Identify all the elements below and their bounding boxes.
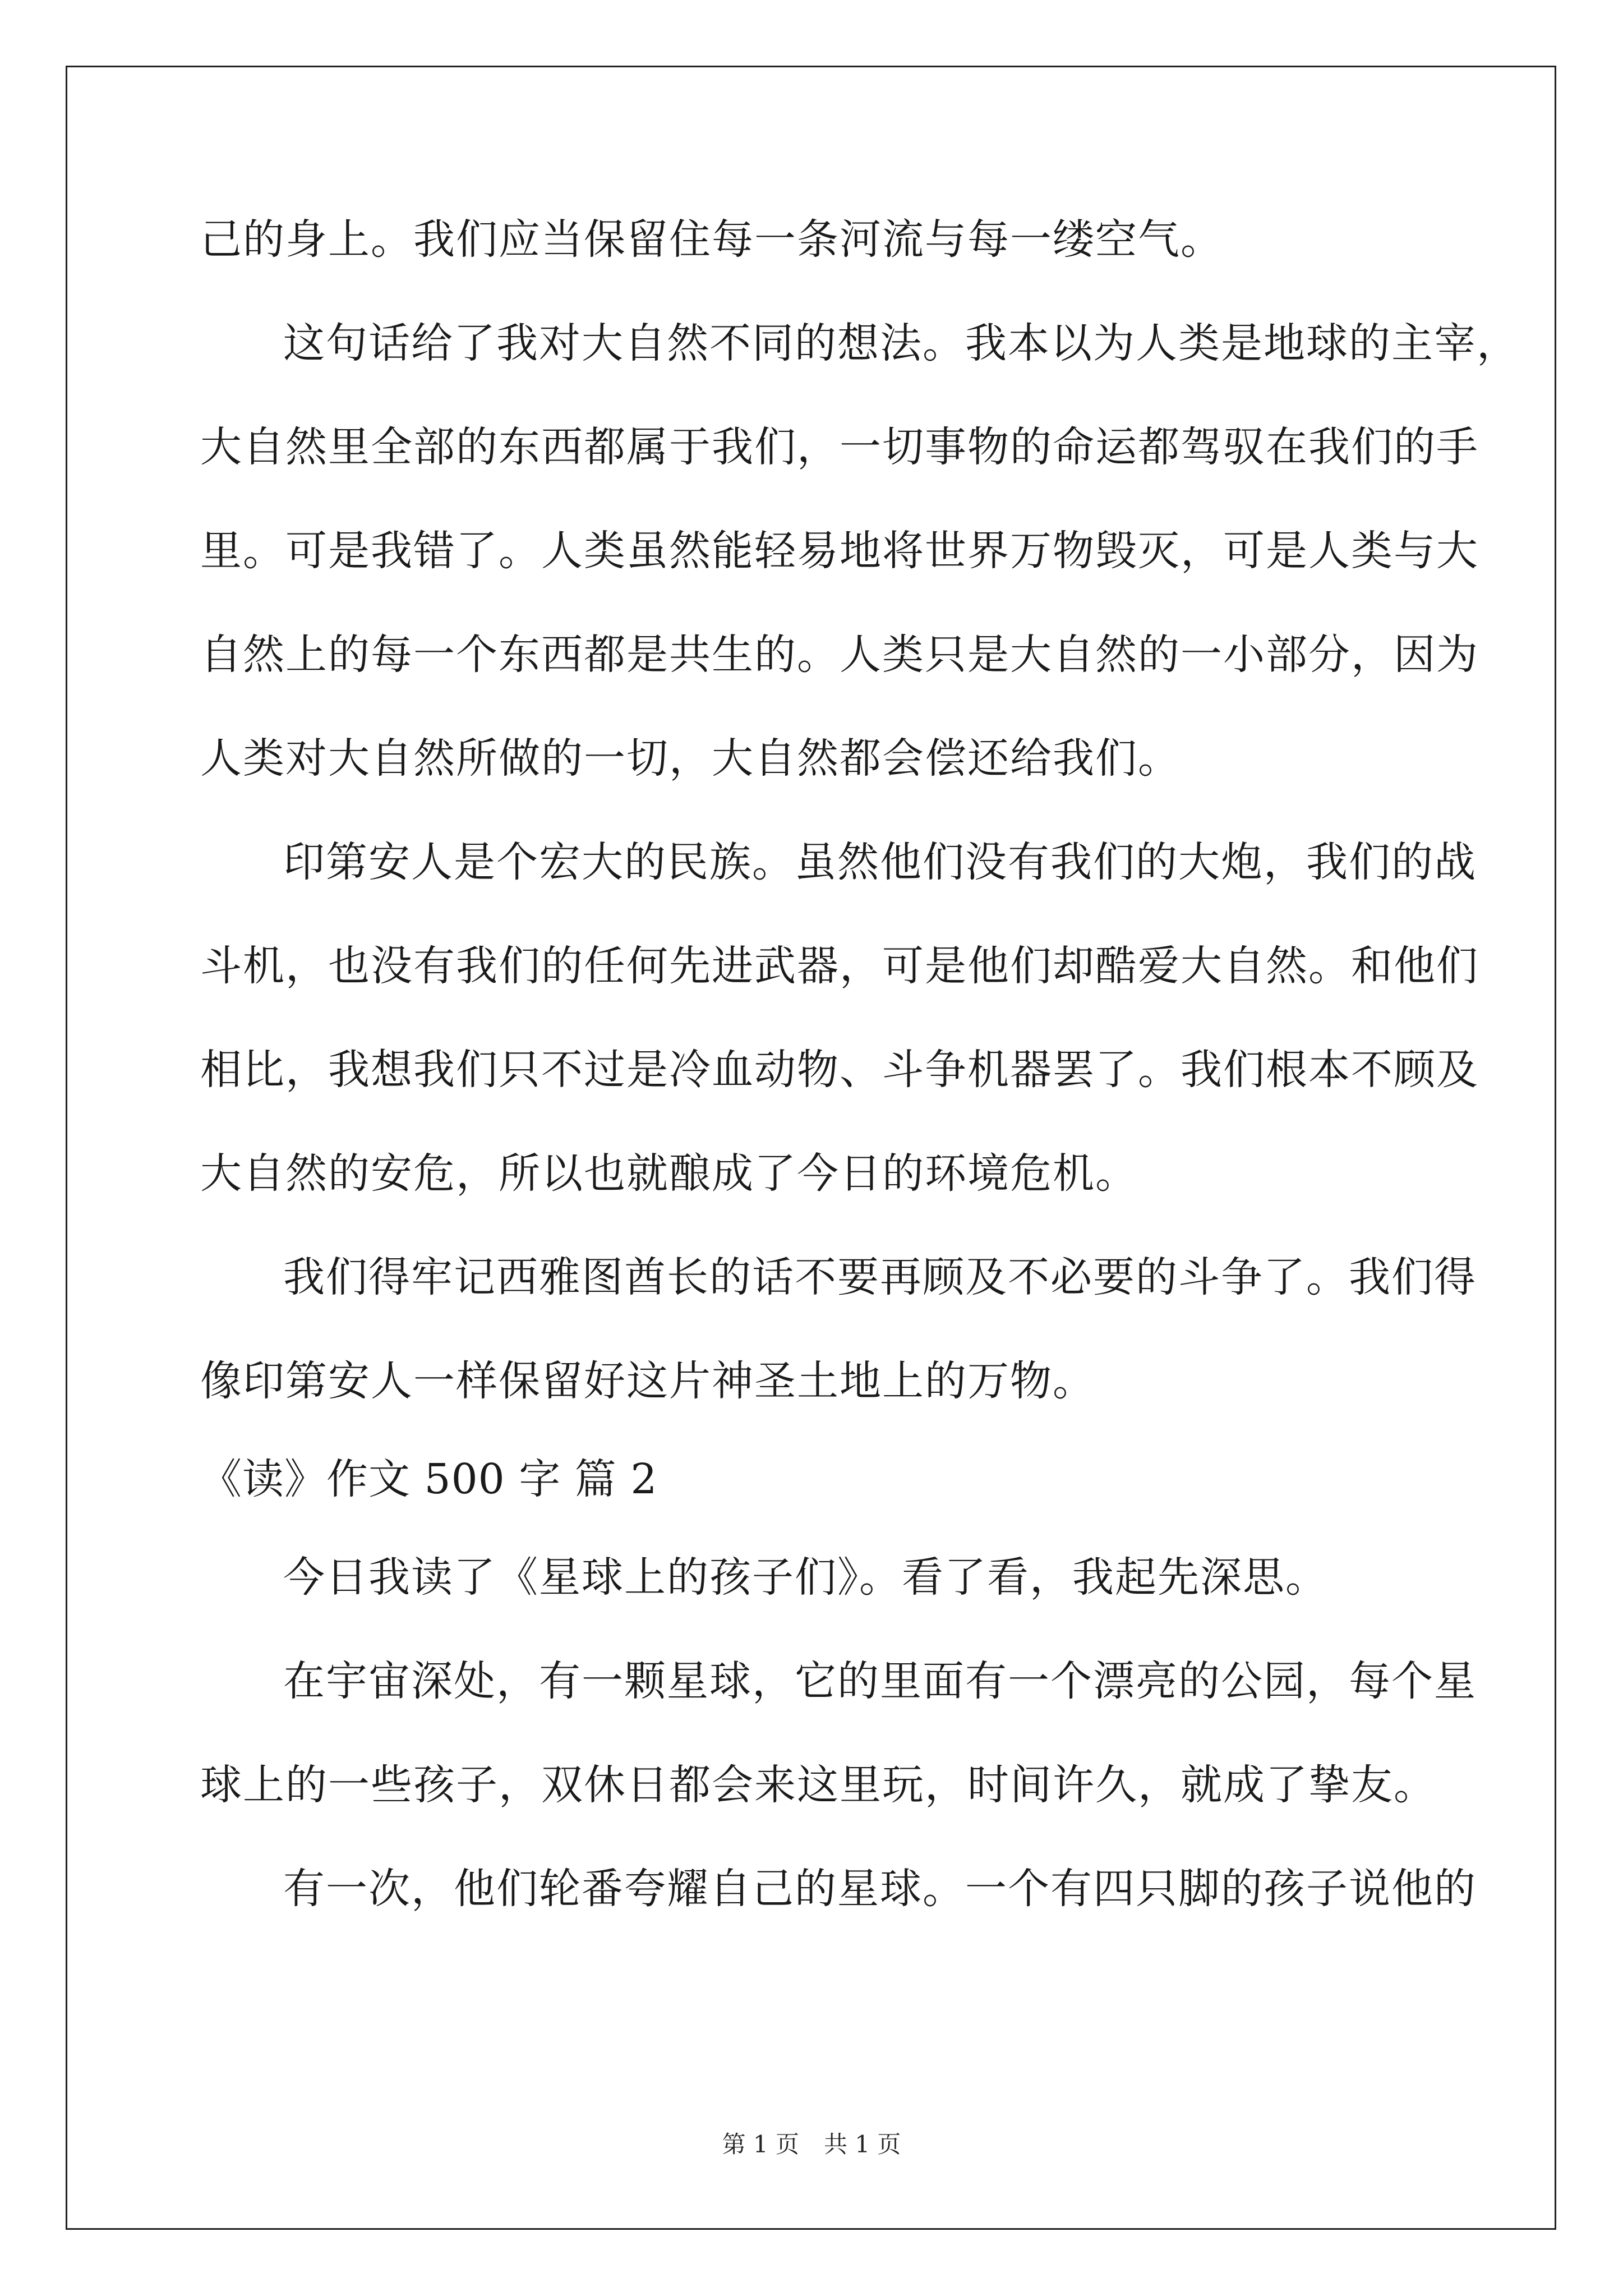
page-footer [0, 2126, 1623, 2160]
paragraph-line: 里。可是我错了。人类虽然能轻易地将世界万物毁灭，可是人类与大 [200, 527, 1479, 575]
section-heading: 《读》作文 500 字 篇 2 [200, 1455, 658, 1503]
paragraph-line: 大自然的安危，所以也就酿成了今日的环境危机。 [200, 1149, 1138, 1198]
paragraph-line: 己的身上。我们应当保留住每一条河流与每一缕空气。 [200, 215, 1223, 264]
page-total: 共 1 页 [824, 2131, 901, 2158]
paragraph-line: 今日我读了《星球上的孩子们》。看了看，我起先深思。 [283, 1553, 1328, 1602]
paragraph-line: 相比，我想我们只不过是冷血动物、斗争机器罢了。我们根本不顾及 [200, 1046, 1479, 1094]
paragraph-line: 大自然里全部的东西都属于我们，一切事物的命运都驾驭在我们的手 [200, 423, 1479, 471]
paragraph-line: 斗机，也没有我们的任何先进武器，可是他们却酷爱大自然。和他们 [200, 942, 1479, 990]
paragraph-line: 在宇宙深处，有一颗星球，它的里面有一个漂亮的公园，每个星 [283, 1657, 1477, 1705]
paragraph-line: 人类对大自然所做的一切，大自然都会偿还给我们。 [200, 734, 1181, 783]
paragraph-line: 自然上的每一个东西都是共生的。人类只是大自然的一小部分，因为 [200, 631, 1479, 679]
paragraph-line: 像印第安人一样保留好这片神圣土地上的万物。 [200, 1357, 1095, 1405]
paragraph-line: 球上的一些孩子，双休日都会来这里玩，时间许久，就成了挚友。 [200, 1761, 1436, 1809]
paragraph-line: 印第安人是个宏大的民族。虽然他们没有我们的大炮，我们的战 [283, 838, 1477, 886]
paragraph-line: 这句话给了我对大自然不同的想法。我本以为人类是地球的主宰， [283, 319, 1519, 367]
document-body [200, 208, 1519, 1961]
paragraph-line: 有一次，他们轮番夸耀自己的星球。一个有四只脚的孩子说他的 [283, 1865, 1477, 1913]
page-number: 第 1 页 [722, 2131, 799, 2158]
paragraph-line: 我们得牢记西雅图酋长的话不要再顾及不必要的斗争了。我们得 [283, 1253, 1477, 1301]
